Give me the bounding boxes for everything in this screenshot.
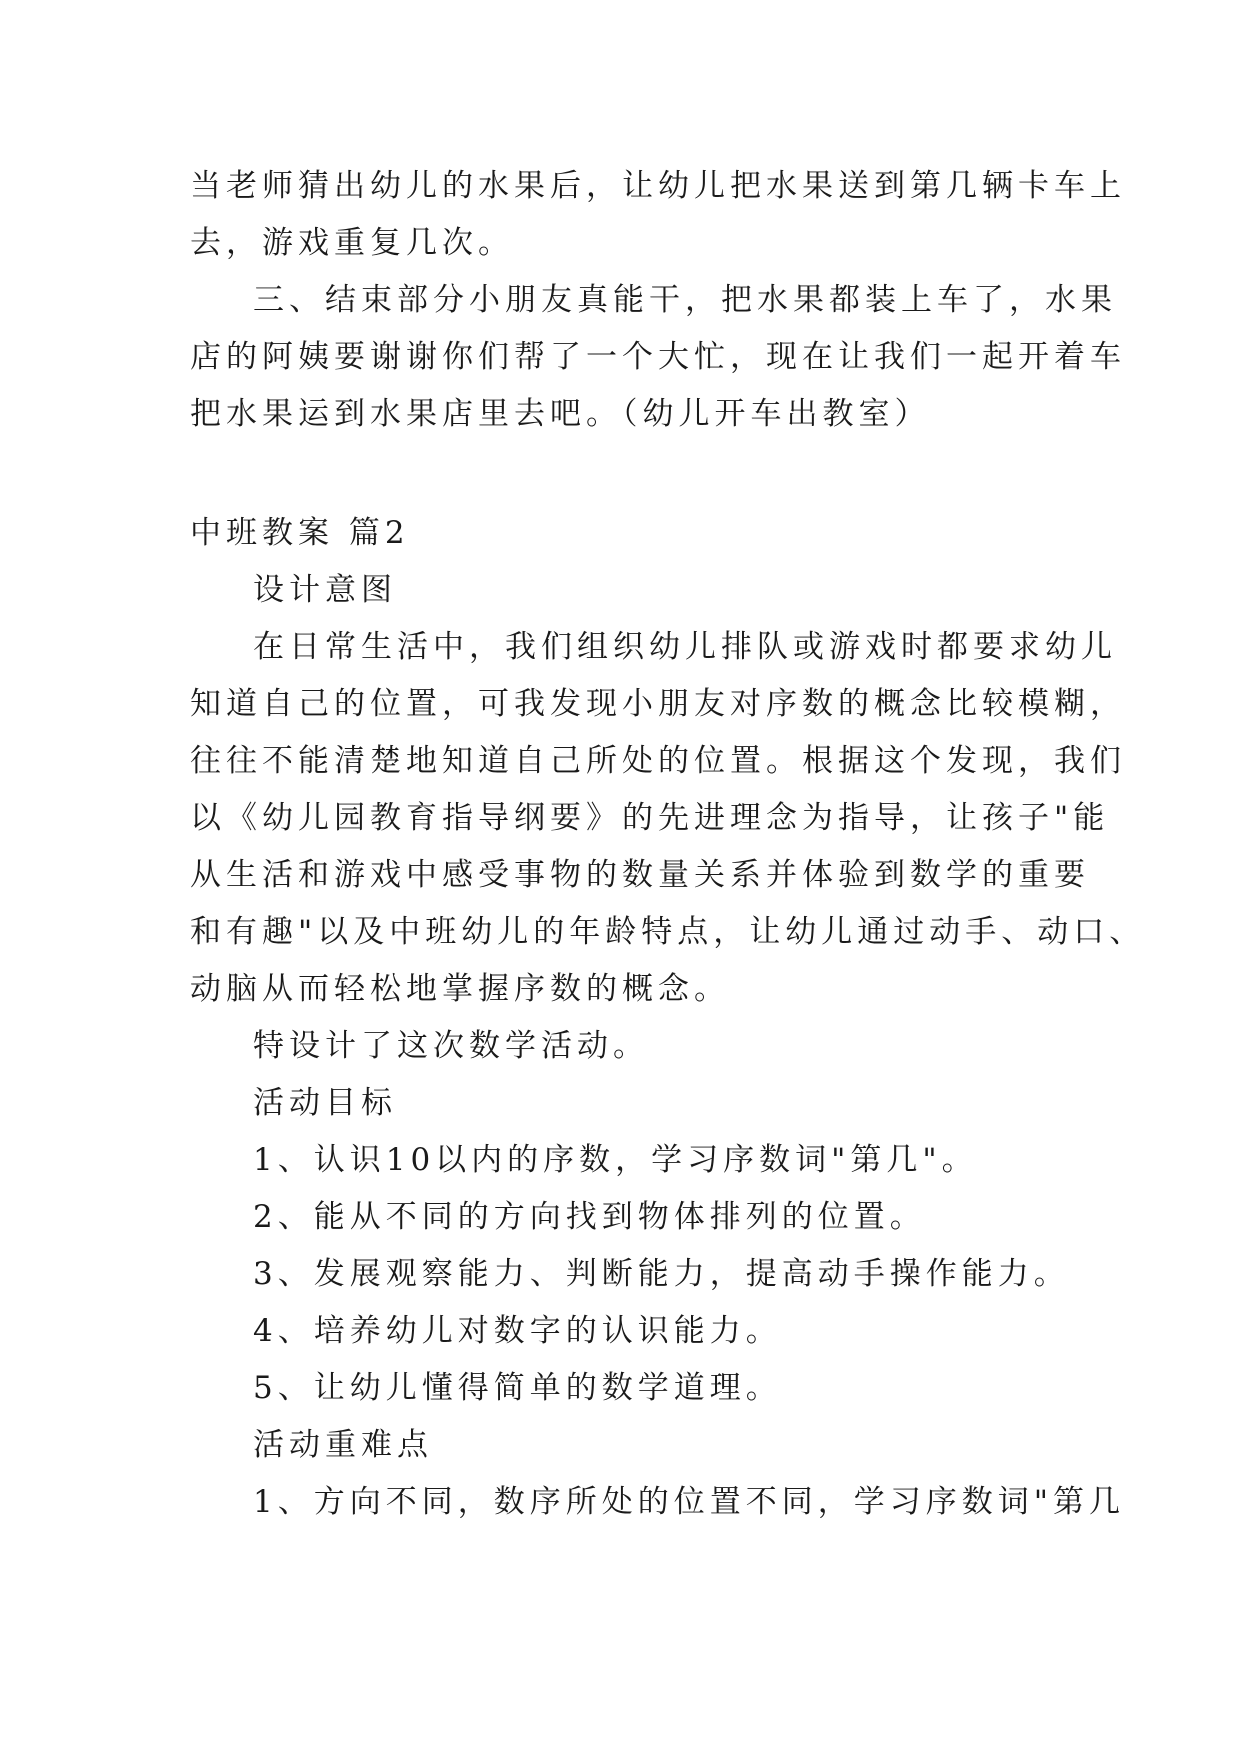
- list-item: 4、培养幼儿对数字的认识能力。: [253, 1313, 782, 1349]
- paragraph-line: 动脑从而轻松地掌握序数的概念。: [190, 971, 730, 1007]
- list-item: 2、能从不同的方向找到物体排列的位置。: [253, 1199, 926, 1235]
- paragraph-line: 去，游戏重复几次。: [190, 225, 514, 261]
- list-item: 1、认识10以内的序数，学习序数词"第几"。: [253, 1142, 978, 1178]
- paragraph-line: 从生活和游戏中感受事物的数量关系并体验到数学的重要: [190, 857, 1090, 893]
- subheading: 设计意图: [253, 572, 397, 608]
- list-item: 1、方向不同，数序所处的位置不同，学习序数词"第几: [253, 1484, 1125, 1520]
- paragraph-line: 当老师猜出幼儿的水果后，让幼儿把水果送到第几辆卡车上: [190, 168, 1126, 204]
- paragraph-line: 特设计了这次数学活动。: [253, 1028, 649, 1064]
- subheading: 活动重难点: [253, 1427, 433, 1463]
- subheading: 活动目标: [253, 1085, 397, 1121]
- list-item: 5、让幼儿懂得简单的数学道理。: [253, 1370, 782, 1406]
- paragraph-line: 把水果运到水果店里去吧。（幼儿开车出教室）: [190, 396, 931, 432]
- paragraph-line: 三、结束部分小朋友真能干，把水果都装上车了，水果: [253, 282, 1117, 318]
- paragraph-line: 以《幼儿园教育指导纲要》的先进理念为指导，让孩子"能: [190, 800, 1110, 836]
- list-item: 3、发展观察能力、判断能力，提高动手操作能力。: [253, 1256, 1070, 1292]
- section-heading: 中班教案 篇2: [190, 515, 410, 551]
- paragraph-line: 知道自己的位置，可我发现小朋友对序数的概念比较模糊，: [190, 686, 1126, 722]
- paragraph-line: 在日常生活中，我们组织幼儿排队或游戏时都要求幼儿: [253, 629, 1117, 665]
- paragraph-line: 往往不能清楚地知道自己所处的位置。根据这个发现，我们: [190, 743, 1126, 779]
- paragraph-line: 店的阿姨要谢谢你们帮了一个大忙，现在让我们一起开着车: [190, 339, 1126, 375]
- paragraph-line: 和有趣"以及中班幼儿的年龄特点，让幼儿通过动手、动口、: [190, 914, 1146, 950]
